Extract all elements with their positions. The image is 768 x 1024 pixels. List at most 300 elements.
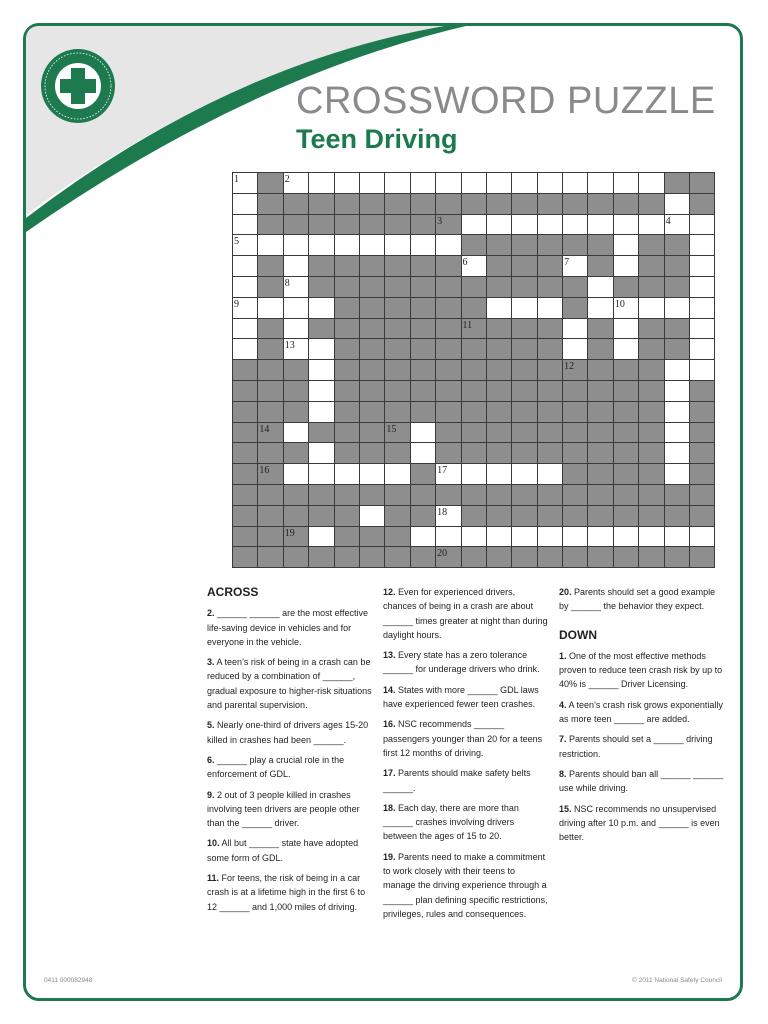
grid-cell[interactable]	[359, 505, 384, 526]
grid-cell[interactable]	[613, 256, 638, 277]
blocked-cell	[486, 547, 511, 568]
grid-cell[interactable]	[436, 505, 461, 526]
grid-cell[interactable]	[283, 318, 308, 339]
grid-cell[interactable]	[233, 297, 258, 318]
grid-cell[interactable]	[664, 360, 689, 381]
grid-cell[interactable]	[486, 214, 511, 235]
blocked-cell	[436, 276, 461, 297]
grid-row	[233, 214, 715, 235]
blocked-cell	[512, 193, 537, 214]
blocked-cell	[613, 443, 638, 464]
grid-cell[interactable]	[512, 214, 537, 235]
clue-column-1	[207, 585, 375, 920]
blocked-cell	[283, 443, 308, 464]
grid-cell[interactable]	[233, 173, 258, 194]
clue-number-label: 13.	[383, 650, 396, 661]
footer-copyright: © 2011 National Safety Council	[632, 977, 722, 984]
grid-cell[interactable]	[664, 443, 689, 464]
clue-number-label: 4.	[559, 699, 567, 710]
grid-cell[interactable]	[613, 173, 638, 194]
grid-cell[interactable]	[563, 339, 588, 360]
blocked-cell	[563, 505, 588, 526]
grid-cell[interactable]	[309, 464, 334, 485]
clue-number-label: 7.	[559, 734, 567, 745]
blocked-cell	[258, 401, 283, 422]
grid-cell[interactable]	[233, 256, 258, 277]
grid-row	[233, 276, 715, 297]
grid-cell[interactable]	[588, 214, 613, 235]
blocked-cell	[461, 401, 486, 422]
grid-cell[interactable]	[588, 276, 613, 297]
grid-cell[interactable]	[233, 318, 258, 339]
clue-number: 15	[386, 423, 397, 435]
grid-cell[interactable]	[486, 464, 511, 485]
blocked-cell	[690, 193, 715, 214]
grid-cell[interactable]	[690, 256, 715, 277]
grid-cell[interactable]	[334, 235, 359, 256]
across-heading: ACROSS	[207, 585, 259, 599]
clue-number-label: 18.	[383, 802, 396, 813]
clue-column-3	[559, 585, 724, 850]
across-clue	[383, 801, 548, 844]
grid-cell[interactable]	[613, 214, 638, 235]
clue-text: All but ______ state have adopted some form of GDL.	[207, 838, 359, 863]
blocked-cell	[588, 443, 613, 464]
blocked-cell	[309, 505, 334, 526]
grid-cell[interactable]	[512, 173, 537, 194]
blocked-cell	[233, 464, 258, 485]
blocked-cell	[512, 235, 537, 256]
grid-cell[interactable]	[664, 193, 689, 214]
grid-cell[interactable]	[436, 526, 461, 547]
blocked-cell	[537, 235, 562, 256]
clue-number-label: 12.	[383, 587, 396, 597]
grid-cell[interactable]	[359, 235, 384, 256]
blocked-cell	[410, 380, 435, 401]
blocked-cell	[639, 380, 664, 401]
blocked-cell	[486, 276, 511, 297]
blocked-cell	[613, 401, 638, 422]
grid-cell[interactable]	[309, 173, 334, 194]
blocked-cell	[613, 484, 638, 505]
blocked-cell	[334, 484, 359, 505]
blocked-cell	[461, 360, 486, 381]
blocked-cell	[537, 339, 562, 360]
grid-row	[233, 235, 715, 256]
blocked-cell	[664, 547, 689, 568]
blocked-cell	[334, 214, 359, 235]
grid-cell[interactable]	[258, 297, 283, 318]
clue-number: 17	[437, 465, 448, 477]
blocked-cell	[436, 339, 461, 360]
blocked-cell	[588, 547, 613, 568]
blocked-cell	[385, 297, 410, 318]
blocked-cell	[385, 318, 410, 339]
grid-cell[interactable]	[385, 464, 410, 485]
grid-cell[interactable]	[563, 173, 588, 194]
grid-cell[interactable]	[690, 235, 715, 256]
blocked-cell	[537, 276, 562, 297]
blocked-cell	[563, 360, 588, 381]
blocked-cell	[385, 422, 410, 443]
blocked-cell	[436, 360, 461, 381]
blocked-cell	[334, 401, 359, 422]
grid-cell[interactable]	[283, 256, 308, 277]
blocked-cell	[309, 484, 334, 505]
grid-cell[interactable]	[461, 526, 486, 547]
blocked-cell	[486, 318, 511, 339]
grid-cell[interactable]	[410, 422, 435, 443]
clue-number: 8	[284, 277, 290, 289]
grid-row	[233, 464, 715, 485]
clue-number: 13	[284, 340, 295, 352]
grid-cell[interactable]	[664, 401, 689, 422]
across-clue	[383, 766, 548, 795]
grid-cell[interactable]	[537, 464, 562, 485]
blocked-cell	[258, 214, 283, 235]
across-clue	[559, 585, 724, 614]
blocked-cell	[334, 256, 359, 277]
clue-number: 18	[437, 506, 448, 518]
grid-cell[interactable]	[690, 526, 715, 547]
blocked-cell	[537, 422, 562, 443]
grid-cell[interactable]	[512, 297, 537, 318]
blocked-cell	[461, 339, 486, 360]
grid-cell[interactable]	[461, 464, 486, 485]
grid-cell[interactable]	[334, 464, 359, 485]
grid-cell[interactable]	[690, 214, 715, 235]
grid-cell[interactable]	[664, 380, 689, 401]
blocked-cell	[639, 484, 664, 505]
blocked-cell	[436, 422, 461, 443]
across-clue	[207, 655, 375, 712]
grid-cell[interactable]	[385, 235, 410, 256]
across-clue	[383, 717, 548, 760]
grid-cell[interactable]	[664, 297, 689, 318]
blocked-cell	[385, 256, 410, 277]
blocked-cell	[258, 464, 283, 485]
blocked-cell	[664, 235, 689, 256]
clue-number-label: 16.	[383, 719, 396, 730]
grid-cell[interactable]	[613, 297, 638, 318]
blocked-cell	[563, 464, 588, 485]
clue-text: Each day, there are more than ______ crashes involving drivers between the ages of 15 to 20.	[383, 802, 519, 842]
blocked-cell	[512, 443, 537, 464]
grid-cell[interactable]	[309, 360, 334, 381]
grid-cell[interactable]	[664, 422, 689, 443]
across-clue	[383, 585, 548, 642]
blocked-cell	[639, 505, 664, 526]
blocked-cell	[258, 318, 283, 339]
blocked-cell	[334, 505, 359, 526]
across-clue	[383, 850, 548, 921]
blocked-cell	[639, 318, 664, 339]
blocked-cell	[233, 360, 258, 381]
clue-number: 11	[462, 319, 473, 331]
blocked-cell	[410, 484, 435, 505]
blocked-cell	[512, 276, 537, 297]
grid-cell[interactable]	[410, 173, 435, 194]
blocked-cell	[461, 276, 486, 297]
blocked-cell	[639, 464, 664, 485]
blocked-cell	[537, 360, 562, 381]
grid-cell[interactable]	[283, 173, 308, 194]
grid-cell[interactable]	[639, 297, 664, 318]
grid-cell[interactable]	[410, 526, 435, 547]
grid-cell[interactable]	[639, 173, 664, 194]
down-clue	[559, 649, 724, 692]
grid-cell[interactable]	[537, 297, 562, 318]
blocked-cell	[436, 401, 461, 422]
grid-cell[interactable]	[258, 235, 283, 256]
grid-cell[interactable]	[283, 235, 308, 256]
blocked-cell	[283, 214, 308, 235]
blocked-cell	[233, 380, 258, 401]
grid-cell[interactable]	[410, 235, 435, 256]
blocked-cell	[588, 235, 613, 256]
clue-text: NSC recommends ______ passengers younger than 20 for a teens first 12 months of driving.	[383, 719, 543, 758]
clue-number-label: 3.	[207, 657, 215, 668]
blocked-cell	[233, 526, 258, 547]
blocked-cell	[588, 193, 613, 214]
grid-cell[interactable]	[588, 173, 613, 194]
grid-row	[233, 297, 715, 318]
grid-cell[interactable]	[309, 443, 334, 464]
grid-cell[interactable]	[461, 173, 486, 194]
grid-cell[interactable]	[613, 235, 638, 256]
blocked-cell	[664, 256, 689, 277]
blocked-cell	[613, 505, 638, 526]
grid-cell[interactable]	[410, 443, 435, 464]
blocked-cell	[486, 193, 511, 214]
grid-cell[interactable]	[563, 256, 588, 277]
clue-number: 19	[284, 527, 295, 539]
blocked-cell	[436, 214, 461, 235]
blocked-cell	[410, 318, 435, 339]
clue-number: 20	[437, 548, 448, 560]
blocked-cell	[309, 276, 334, 297]
clue-text: Parents should set a good example by ______ the behavior they expect.	[559, 587, 716, 612]
clue-number-label: 19.	[383, 851, 396, 862]
blocked-cell	[512, 339, 537, 360]
grid-cell[interactable]	[233, 235, 258, 256]
blocked-cell	[283, 360, 308, 381]
page-subtitle: Teen Driving	[296, 124, 458, 154]
blocked-cell	[359, 193, 384, 214]
blocked-cell	[690, 464, 715, 485]
blocked-cell	[563, 443, 588, 464]
grid-cell[interactable]	[283, 464, 308, 485]
grid-cell[interactable]	[385, 173, 410, 194]
clue-number-label: 17.	[383, 768, 396, 779]
grid-cell[interactable]	[690, 318, 715, 339]
blocked-cell	[410, 214, 435, 235]
blocked-cell	[233, 547, 258, 568]
grid-cell[interactable]	[461, 214, 486, 235]
down-heading: DOWN	[559, 627, 597, 642]
grid-cell[interactable]	[537, 214, 562, 235]
grid-cell[interactable]	[309, 401, 334, 422]
blocked-cell	[588, 422, 613, 443]
blocked-cell	[512, 401, 537, 422]
grid-cell[interactable]	[436, 464, 461, 485]
blocked-cell	[385, 505, 410, 526]
grid-cell[interactable]	[664, 526, 689, 547]
grid-cell[interactable]	[359, 173, 384, 194]
blocked-cell	[309, 422, 334, 443]
blocked-cell	[385, 443, 410, 464]
grid-row	[233, 173, 715, 194]
grid-cell[interactable]	[486, 526, 511, 547]
blocked-cell	[258, 526, 283, 547]
blocked-cell	[385, 547, 410, 568]
grid-cell[interactable]	[309, 297, 334, 318]
blocked-cell	[690, 484, 715, 505]
grid-cell[interactable]	[613, 526, 638, 547]
blocked-cell	[639, 401, 664, 422]
blocked-cell	[385, 360, 410, 381]
across-clue	[207, 718, 375, 747]
grid-cell[interactable]	[283, 297, 308, 318]
blocked-cell	[512, 422, 537, 443]
blocked-cell	[588, 256, 613, 277]
blocked-cell	[436, 547, 461, 568]
grid-cell[interactable]	[563, 318, 588, 339]
grid-cell[interactable]	[436, 235, 461, 256]
grid-cell[interactable]	[283, 422, 308, 443]
blocked-cell	[486, 360, 511, 381]
grid-cell[interactable]	[283, 276, 308, 297]
blocked-cell	[410, 464, 435, 485]
blocked-cell	[283, 380, 308, 401]
blocked-cell	[283, 505, 308, 526]
clue-text: A teen’s risk of being in a crash can be reduced by a combination of ______, gradual exposure to higher-risk situations and parental supervision.	[207, 657, 372, 711]
grid-cell[interactable]	[690, 339, 715, 360]
blocked-cell	[588, 464, 613, 485]
grid-cell[interactable]	[690, 360, 715, 381]
blocked-cell	[359, 318, 384, 339]
grid-cell[interactable]	[563, 526, 588, 547]
blocked-cell	[233, 505, 258, 526]
blocked-cell	[258, 505, 283, 526]
clue-number-label: 1.	[559, 650, 567, 661]
grid-cell[interactable]	[613, 318, 638, 339]
blocked-cell	[664, 484, 689, 505]
blocked-cell	[461, 484, 486, 505]
blocked-cell	[537, 193, 562, 214]
grid-cell[interactable]	[359, 464, 384, 485]
grid-row	[233, 422, 715, 443]
blocked-cell	[359, 443, 384, 464]
grid-cell[interactable]	[233, 276, 258, 297]
grid-cell[interactable]	[486, 297, 511, 318]
blocked-cell	[664, 505, 689, 526]
grid-cell[interactable]	[486, 173, 511, 194]
blocked-cell	[563, 484, 588, 505]
grid-cell[interactable]	[233, 193, 258, 214]
grid-cell[interactable]	[334, 173, 359, 194]
grid-cell[interactable]	[436, 173, 461, 194]
grid-cell[interactable]	[233, 339, 258, 360]
grid-cell[interactable]	[309, 339, 334, 360]
grid-cell[interactable]	[233, 214, 258, 235]
grid-cell[interactable]	[639, 214, 664, 235]
grid-cell[interactable]	[613, 339, 638, 360]
blocked-cell	[258, 547, 283, 568]
grid-cell[interactable]	[664, 464, 689, 485]
blocked-cell	[410, 547, 435, 568]
grid-cell[interactable]	[588, 297, 613, 318]
blocked-cell	[359, 484, 384, 505]
blocked-cell	[233, 422, 258, 443]
blocked-cell	[461, 505, 486, 526]
clue-number-label: 14.	[383, 684, 396, 695]
grid-cell[interactable]	[588, 526, 613, 547]
blocked-cell	[334, 339, 359, 360]
clue-number-label: 20.	[559, 587, 572, 597]
grid-cell[interactable]	[461, 256, 486, 277]
grid-cell[interactable]	[690, 276, 715, 297]
blocked-cell	[334, 318, 359, 339]
blocked-cell	[334, 360, 359, 381]
clue-number: 3	[437, 215, 443, 227]
grid-cell[interactable]	[512, 464, 537, 485]
blocked-cell	[283, 526, 308, 547]
blocked-cell	[461, 547, 486, 568]
clue-text: States with more ______ GDL laws have experienced fewer teen crashes.	[383, 684, 539, 710]
grid-cell[interactable]	[309, 380, 334, 401]
grid-cell[interactable]	[283, 339, 308, 360]
blocked-cell	[385, 193, 410, 214]
down-clue	[559, 802, 724, 845]
grid-cell[interactable]	[309, 526, 334, 547]
blocked-cell	[537, 380, 562, 401]
clue-number: 5	[234, 236, 239, 248]
blocked-cell	[537, 318, 562, 339]
blocked-cell	[486, 235, 511, 256]
grid-row	[233, 401, 715, 422]
grid-cell[interactable]	[512, 526, 537, 547]
grid-cell[interactable]	[537, 526, 562, 547]
grid-cell[interactable]	[563, 214, 588, 235]
clue-number: 14	[259, 423, 270, 435]
grid-cell[interactable]	[309, 235, 334, 256]
grid-cell[interactable]	[690, 297, 715, 318]
blocked-cell	[639, 193, 664, 214]
blocked-cell	[410, 339, 435, 360]
grid-cell[interactable]	[537, 173, 562, 194]
blocked-cell	[385, 484, 410, 505]
blocked-cell	[359, 256, 384, 277]
blocked-cell	[334, 380, 359, 401]
blocked-cell	[563, 547, 588, 568]
clue-number: 7	[564, 257, 570, 269]
grid-cell[interactable]	[664, 214, 689, 235]
blocked-cell	[486, 380, 511, 401]
blocked-cell	[283, 401, 308, 422]
blocked-cell	[258, 484, 283, 505]
across-clue	[207, 836, 375, 865]
blocked-cell	[359, 360, 384, 381]
blocked-cell	[359, 297, 384, 318]
blocked-cell	[639, 422, 664, 443]
blocked-cell	[461, 380, 486, 401]
blocked-cell	[309, 193, 334, 214]
blocked-cell	[664, 173, 689, 194]
blocked-cell	[512, 380, 537, 401]
blocked-cell	[359, 380, 384, 401]
grid-cell[interactable]	[639, 526, 664, 547]
